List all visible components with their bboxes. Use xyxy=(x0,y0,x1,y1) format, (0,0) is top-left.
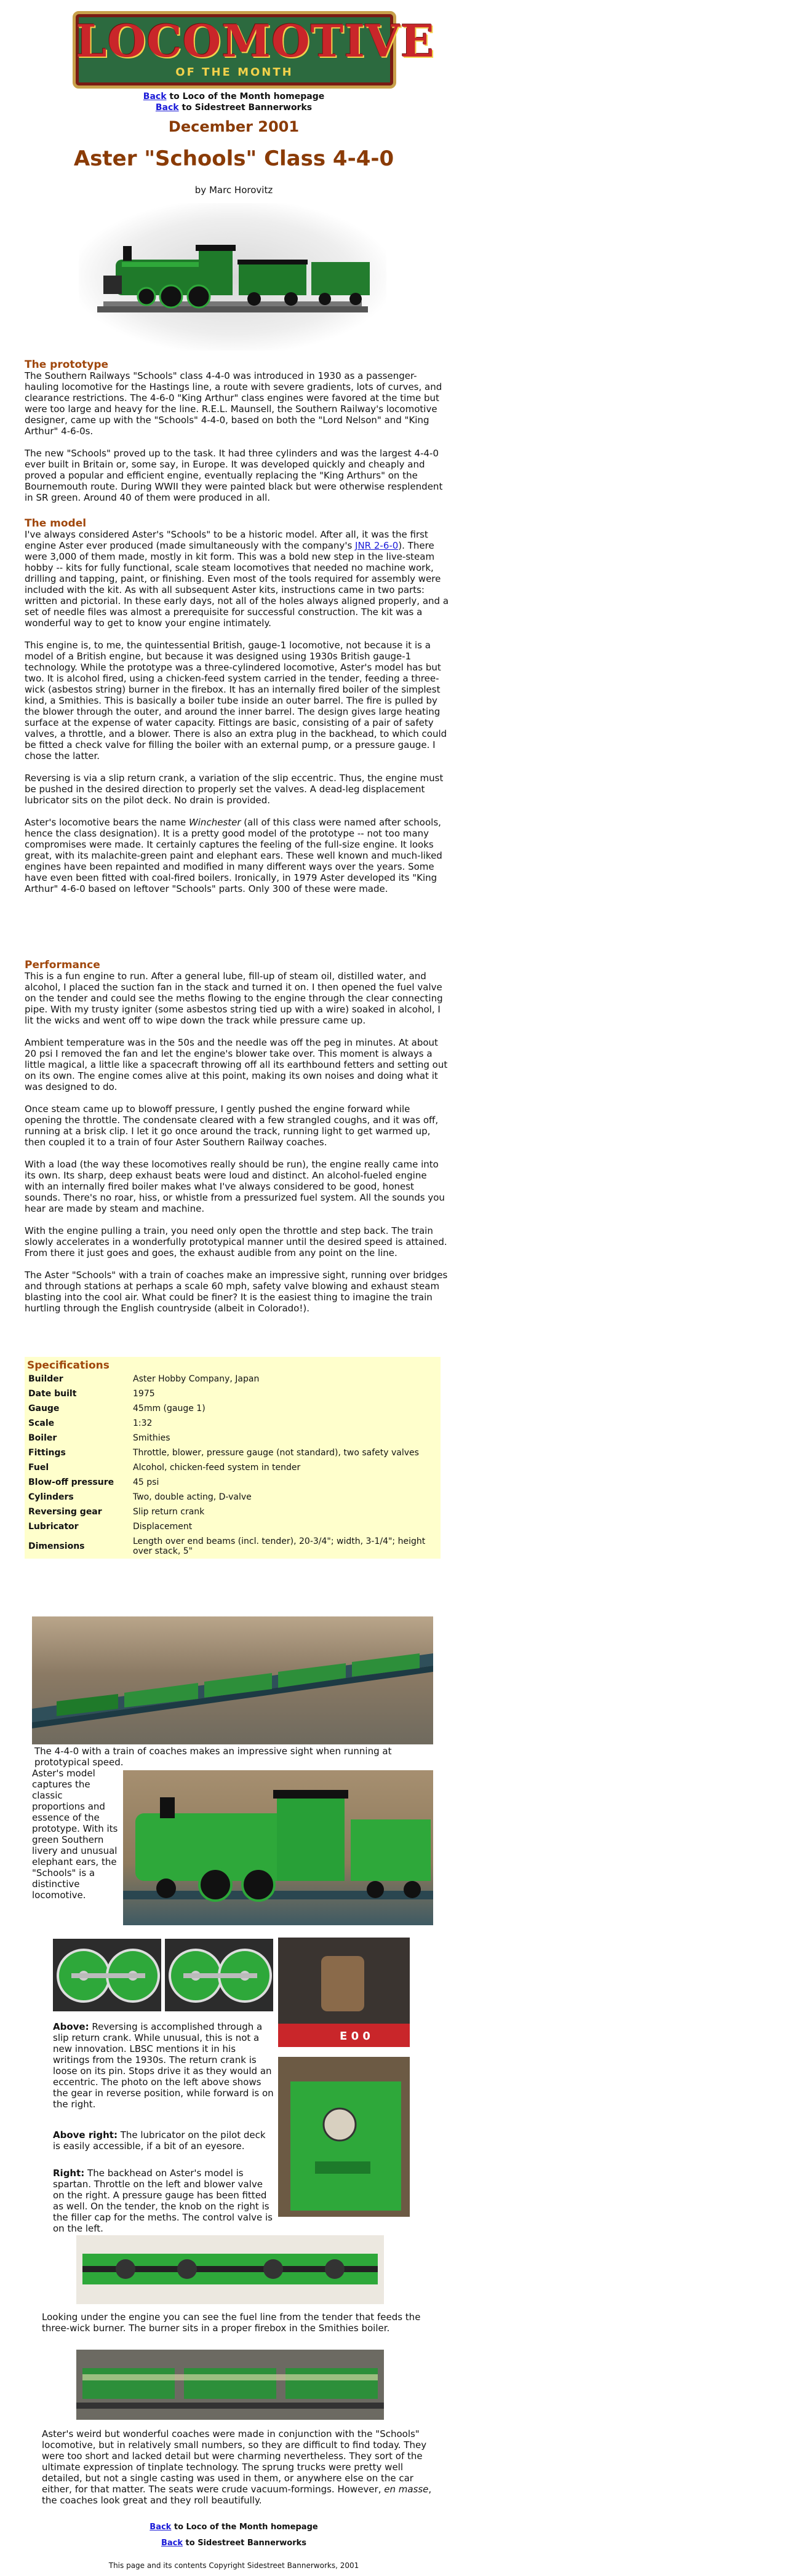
back-link-loco-home[interactable]: Back xyxy=(143,92,167,101)
spec-value: 45 psi xyxy=(133,1477,159,1487)
prototype-paragraph-1: The Southern Railways "Schools" class 4-4-0 was introduced in 1930 as a passenger-hauling locomotive for the Hastings line, a route with severe gradients, lots of curves, and clearance restrictions. The 4-6-0 "King Arthur" class engines were favored at the time but were too large and heavy for the line. R.E.L. Maunsell, the Southern Railway's locomotive designer, came up with the "Schools" 4-4-0, based on both the "Lord Nelson" and "King Arthur" 4-6-0s. xyxy=(25,370,442,437)
spec-value: 1:32 xyxy=(133,1418,153,1428)
byline: by Marc Horovitz xyxy=(194,185,273,196)
model-paragraph-1: I've always considered Aster's "Schools" to be a historic model. After all, it was the first engine Aster ever produced (made simultaneously with the company's JNR 2-6-0). There were 3,000 of them made, mostly in kit form. This was a bold new step in the live-steam hobby -- kits for fully functional, scale steam locomotives that needed no machine work, drilling and tapping, paint, or finishing. Even most of the tools required for assembly were included with the kit. As with all subsequent Aster kits, instructions came in two parts: written and pictorial. In these early days, not all of the holes always aligned properly, and a set of needle files was almost a prerequisite for successful construction. The kit was a wonderful way to get to know your engine intimately. xyxy=(25,529,449,629)
logo-title: LOCOMOTIVE xyxy=(76,15,435,67)
heading-model: The model xyxy=(25,517,87,530)
spec-row xyxy=(25,1519,441,1534)
caption-under-engine: Looking under the engine you can see the fuel line from the tender that feeds the three-wick burner. The burner sits in a proper firebox in the Smithies boiler. xyxy=(42,2312,421,2334)
caption-right: Right: The backhead on Aster's model is spartan. Throttle on the left and blower valve on the right. A pressure gauge has been fitted as well. On the tender, the knob on the right is the filler cap for the meths. The control valve is on the left. xyxy=(53,2168,273,2234)
footer-back-link-sidestreet[interactable]: Back xyxy=(161,2538,183,2548)
spec-value: Throttle, blower, pressure gauge (not standard), two safety valves xyxy=(133,1448,419,1458)
heading-performance: Performance xyxy=(25,959,100,971)
spec-value: Aster Hobby Company, Japan xyxy=(133,1374,260,1384)
spec-row xyxy=(25,1401,441,1416)
spec-row xyxy=(25,1445,441,1460)
heading-specifications: Specifications xyxy=(27,1359,110,1372)
photo-coaches xyxy=(76,2350,384,2420)
locomotive-illustration xyxy=(79,203,386,351)
spec-label: Dimensions xyxy=(28,1541,85,1551)
footer-nav xyxy=(0,2519,468,2551)
spec-value: Smithies xyxy=(133,1433,170,1443)
spec-label: Boiler xyxy=(28,1433,57,1443)
spec-label: Fittings xyxy=(28,1448,66,1458)
issue-date: December 2001 xyxy=(168,118,300,135)
spec-row xyxy=(25,1372,441,1386)
caption-above: Above: Reversing is accomplished through a slip return crank. While unusual, this is not a new innovation. LBSC mentions it in his writings from the 1930s. The return crank is loose on its pin. Stops drive it as they would an eccentric. The photo on the left above shows the gear in reverse position, while forward is on the right. xyxy=(53,2021,274,2110)
spec-value: Slip return crank xyxy=(133,1507,205,1517)
spec-label: Date built xyxy=(28,1389,77,1399)
spec-label: Builder xyxy=(28,1374,63,1384)
nav-loco-home: Back to Loco of the Month homepage xyxy=(143,92,325,101)
section-prototype xyxy=(25,359,449,514)
spec-value: 1975 xyxy=(133,1389,155,1399)
lubricator-buffer-plate-label: E 0 0 xyxy=(340,2030,370,2043)
spec-row xyxy=(25,1534,441,1559)
performance-paragraph-3: Once steam came up to blowoff pressure, I gently pushed the engine forward while opening the throttle. The condensate cleared with a few strangled coughs, and it was off, running at a brisk clip. I let it go once around the track, running light to get warmed up, then coupled it to a train of four Aster Southern Railway coaches. xyxy=(25,1103,439,1148)
spec-row xyxy=(25,1416,441,1431)
back-link-sidestreet[interactable]: Back xyxy=(155,103,179,113)
caption-above-right: Above right: The lubricator on the pilot deck is easily accessible, if a bit of an eyesore. xyxy=(53,2129,266,2152)
site-logo xyxy=(73,11,435,89)
photo-model-side xyxy=(123,1770,433,1925)
spec-value: 45mm (gauge 1) xyxy=(133,1404,205,1413)
photo-valve-gear-reverse xyxy=(53,1939,161,2011)
performance-paragraph-5: With the engine pulling a train, you need only open the throttle and step back. The train slowly accelerates in a wonderfully prototypical manner until the desired speed is attained. From there it just goes and goes, the exhaust audible from any point on the line. xyxy=(25,1225,447,1258)
section-model xyxy=(25,518,449,905)
hero-photo xyxy=(79,203,386,351)
prototype-paragraph-2: The new "Schools" proved up to the task. It had three cylinders and was the largest 4-4-0 ever built in Britain or, some say, in Europe. It was developed quickly and cheaply and proved a popular and efficient engine, eventually replacing the "King Arthurs" on the Bournemouth route. During WWII they were painted black but were otherwise resplendent in SR green. Around 40 of them were produced in all. xyxy=(25,448,443,503)
specifications-table xyxy=(25,1372,441,1559)
heading-prototype: The prototype xyxy=(25,359,109,371)
caption-coaches: Aster's weird but wonderful coaches were made in conjunction with the "Schools" locomotive, but in relatively small numbers, so they are difficult to find today. They were too short and lacked detail but were charming nevertheless. They sort of the ultimate expression of tinplate technology. The sprung trucks were pretty well detailed, but not a single casting was used in them, or anywhere else on the car either, for that matter. The seats were crude vacuum-formings. However, en masse, the coaches look great and they roll beautifully. xyxy=(42,2428,432,2506)
nav-sidestreet: Back to Sidestreet Bannerworks xyxy=(155,103,313,113)
spec-value: Displacement xyxy=(133,1522,193,1532)
spec-value: Length over end beams (incl. tender), 20-3/4"; width, 3-1/4"; height over stack, 5" xyxy=(133,1536,426,1556)
spec-row xyxy=(25,1475,441,1490)
photo-under-engine xyxy=(76,2235,384,2304)
spec-label: Reversing gear xyxy=(28,1507,102,1517)
spec-row xyxy=(25,1490,441,1505)
spec-label: Cylinders xyxy=(28,1492,74,1502)
caption-model-side: Aster's model captures the classic proportions and essence of the prototype. With its green Southern livery and unusual elephant ears, the "Schools" is a distinctive locomotive. xyxy=(32,1768,118,1901)
spec-label: Blow-off pressure xyxy=(28,1477,114,1487)
performance-paragraph-2: Ambient temperature was in the 50s and the needle was off the peg in minutes. At about 20 psi I removed the fan and let the engine's blower take over. This moment is always a little magical, a little like a spacecraft throwing off all its earthbound fetters and setting out on its own. The engine comes alive at this point, making its own noises and doing what it was designed to do. xyxy=(25,1037,448,1092)
caption-train: The 4-4-0 with a train of coaches makes an impressive sight when running at prototypical speed. xyxy=(34,1746,392,1768)
footer-nav-loco-home: Back to Loco of the Month homepage xyxy=(150,2522,318,2532)
jnr-2-6-0-link[interactable]: JNR 2-6-0 xyxy=(355,540,399,551)
spec-label: Fuel xyxy=(28,1463,49,1473)
spec-value: Alcohol, chicken-feed system in tender xyxy=(133,1463,301,1473)
photo-backhead xyxy=(278,2057,410,2217)
spec-label: Gauge xyxy=(28,1404,60,1413)
top-nav xyxy=(0,91,468,113)
logo-subtitle: OF THE MONTH xyxy=(175,66,293,79)
footer-nav-sidestreet: Back to Sidestreet Bannerworks xyxy=(161,2538,307,2548)
spec-row xyxy=(25,1505,441,1519)
photo-valve-gear-forward xyxy=(165,1939,273,2011)
spec-label: Lubricator xyxy=(28,1522,79,1532)
spec-row xyxy=(25,1460,441,1475)
spec-value: Two, double acting, D-valve xyxy=(133,1492,252,1502)
model-paragraph-2: This engine is, to me, the quintessential British, gauge-1 locomotive, not because it is a model of a British engine, but because it was designed using 1930s British gauge-1 technology. While the prototype was a three-cylindered locomotive, Aster's model has but two. It is alcohol fired, using a chicken-feed system carried in the tender, feeding a three-wick (asbestos string) burner in the firebox. It has an internally fired boiler of the simplest kind, a Smithies. This is basically a boiler tube inside an outer barrel. The fire is pulled by the blower through the outer, and around the inner barrel. The design gives large heating surface at the expense of water capacity. Fittings are basic, consisting of a pair of safety valves, a throttle, and a blower. There is also an extra plug in the backhead, to which could be fitted a check valve for filling the boiler with an external pump, or a pressure gauge. I chose the latter. xyxy=(25,640,447,761)
spec-label: Scale xyxy=(28,1418,55,1428)
copyright-notice: This page and its contents Copyright Sidestreet Bannerworks, 2001 xyxy=(108,2561,359,2570)
model-paragraph-3: Reversing is via a slip return crank, a variation of the slip eccentric. Thus, the engine must be pushed in the desired direction to properly set the valves. A dead-leg displacement lubricator sits on the pilot deck. No drain is provided. xyxy=(25,773,444,806)
performance-paragraph-6: The Aster "Schools" with a train of coaches make an impressive sight, running over bridges and through stations at perhaps a scale 60 mph, safety valve blowing and exhaust steam blasting into the cool air. What could be finer? It is the easiest thing to imagine the train hurtling through the English countryside (albeit in Colorado!). xyxy=(25,1270,448,1314)
photo-train-on-bridge xyxy=(32,1616,433,1744)
spec-row xyxy=(25,1431,441,1445)
performance-paragraph-4: With a load (the way these locomotives really should be run), the engine really came into its own. Its sharp, deep exhaust beats were loud and distinct. An alcohol-fueled engine with an internally fired boiler makes what I've always considered to be good, honest sounds. There's no roar, hiss, or whistle from a pressurized fuel system. All the sounds you hear are made by steam and machine. xyxy=(25,1159,445,1214)
photo-lubricator xyxy=(278,1938,410,2047)
footer-back-link-loco-home[interactable]: Back xyxy=(150,2522,172,2532)
section-performance xyxy=(25,960,449,1325)
model-paragraph-4: Aster's locomotive bears the name Winchester (all of this class were named after schools, hence the class designation). It is a pretty good model of the prototype -- not too many compromises were made. It certainly captures the feeling of the full-size engine. It looks great, with its malachite-green paint and elephant ears. These well known and much-liked engines have been repainted and modified in many different ways over the years. Some have even been fitted with coal-fired boilers. Ironically, in 1979 Aster developed its "King Arthur" 4-6-0 based on leftover "Schools" parts. Only 300 of these were made. xyxy=(25,817,442,894)
specifications-box xyxy=(25,1357,441,1559)
spec-row xyxy=(25,1386,441,1401)
performance-paragraph-1: This is a fun engine to run. After a general lube, fill-up of steam oil, distilled water, and alcohol, I placed the suction fan in the stack and turned it on. I then opened the fuel valve on the tender and could see the meths flowing to the engine through the clear connecting pipe. With my trusty igniter (some asbestos string tied up with a wire) soaked in alcohol, I lit the wicks and went off to wipe down the track while pressure came up. xyxy=(25,971,443,1026)
page-title: Aster "Schools" Class 4-4-0 xyxy=(73,146,394,171)
